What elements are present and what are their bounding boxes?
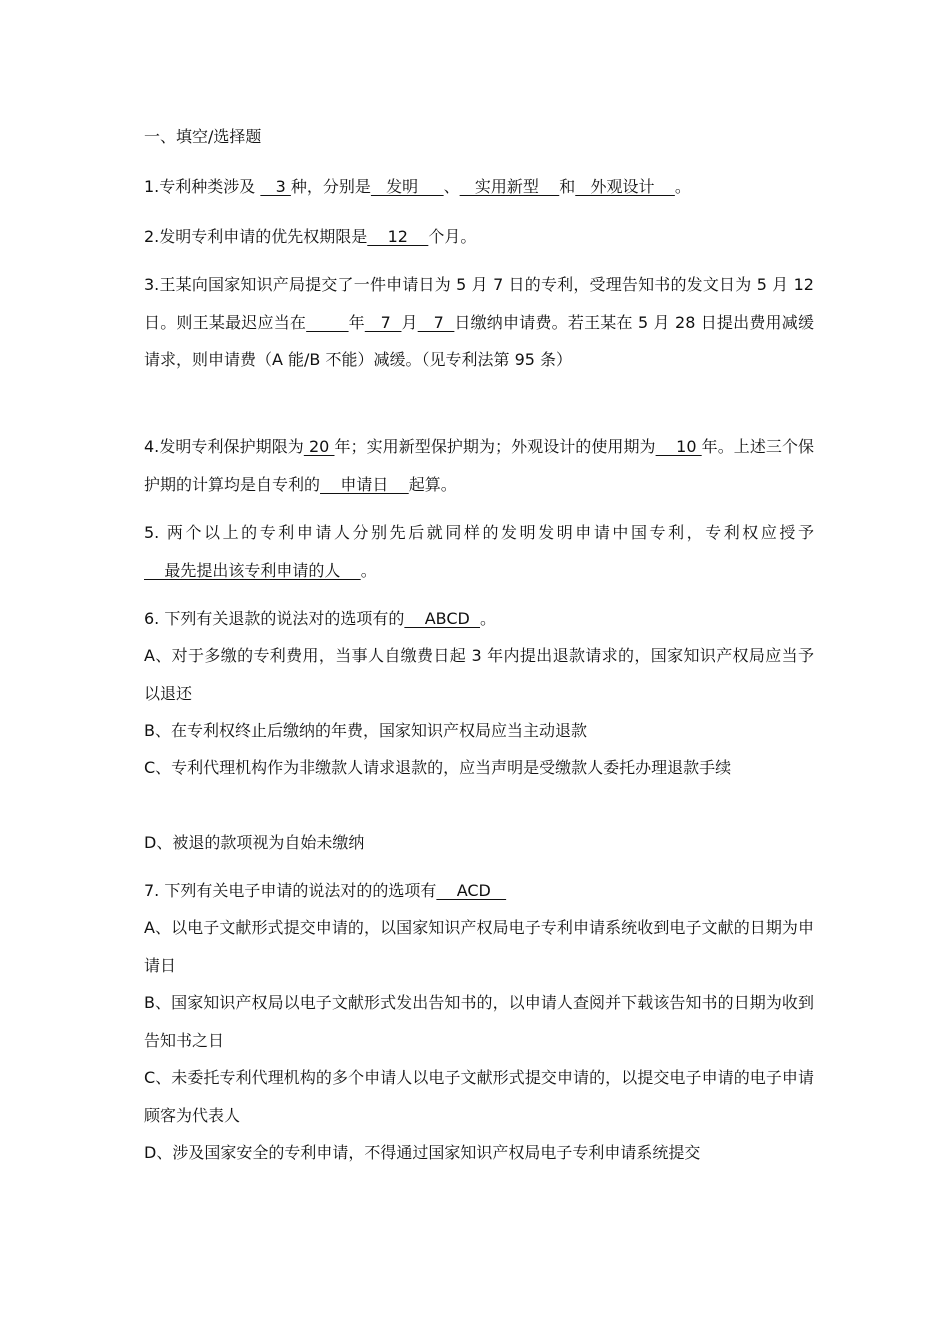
q7-text: 7. 下列有关电子申请的说法对的的选项有 — [144, 881, 437, 900]
q4-answer-1: 20 — [303, 437, 335, 456]
q6-option-c: C、专利代理机构作为非缴款人请求退款的，应当声明是受缴款人委托办理退款手续 — [144, 758, 732, 777]
question-1 — [144, 168, 814, 206]
q6-option-a: A、对于多缴的专利费用，当事人自缴费日起 3 年内提出退款请求的，国家知识产权局应当予以退还 — [144, 646, 814, 703]
question-3 — [144, 266, 814, 379]
section-title: 一、填空/选择题 — [144, 127, 262, 146]
q3-year: 年 — [348, 312, 365, 332]
question-2 — [144, 218, 814, 256]
q5-answer: 最先提出该专利申请的人 — [144, 560, 361, 580]
q6-option-d: D、被退的款项视为自始未缴纳 — [144, 833, 365, 852]
q2-text: 2.发明专利申请的优先权期限是 — [144, 227, 368, 246]
q3-month: 月 — [401, 312, 418, 332]
q7-option-d: D、涉及国家安全的专利申请，不得通过国家知识产权局电子专利申请系统提交 — [144, 1143, 701, 1162]
q3-blank-year — [306, 313, 348, 332]
question-7-stem — [144, 872, 814, 910]
q4-text: 4.发明专利保护期限为 — [144, 437, 304, 456]
q7-option-c: C、未委托专利代理机构的多个申请人以电子文献形式提交申请的，以提交电子申请的电子申请顾客为代表人 — [144, 1068, 814, 1125]
q2-answer: 12 — [367, 227, 429, 246]
q4-end: 起算。 — [408, 474, 457, 494]
q3-answer-day: 7 — [417, 312, 455, 332]
q6-option-b: B、在专利权终止后缴纳的年费，国家知识产权局应当主动退款 — [144, 721, 587, 740]
q1-answer-2: 实用新型 — [459, 177, 560, 196]
question-6-stem — [144, 600, 814, 638]
q1-end: 。 — [674, 177, 691, 196]
q4-answer-2: 10 — [655, 437, 702, 456]
q5-end: 。 — [360, 560, 377, 580]
q2-end: 个月。 — [428, 227, 477, 246]
q4-answer-3: 申请日 — [320, 474, 409, 494]
question-4 — [144, 428, 814, 503]
q1-separator: 、 — [443, 177, 460, 196]
q1-separator: 和 — [559, 177, 576, 196]
q7-answer: ACD — [436, 881, 507, 900]
q1-text: 1.专利种类涉及 — [144, 177, 261, 196]
q3-text: 3.王某向国家知识产局提交了一件申请日为 5 月 7 日的专利，受理告知书的发文日为 5 月 12 日。则王某最迟应当在 — [144, 275, 814, 332]
q5-text: 5. 两个以上的专利申请人分别先后就同样的发明发明申请中国专利，专利权应授予 — [144, 523, 814, 542]
q4-text: 年。上述三个保护期的计算均是自专利的 — [144, 437, 815, 494]
q6-answer: ABCD — [404, 609, 481, 628]
q1-answer-count: 3 — [260, 177, 291, 196]
q6-end: 。 — [480, 609, 497, 628]
question-5 — [144, 514, 814, 589]
q7-option-b: B、国家知识产权局以电子文献形式发出告知书的，以申请人查阅并下载该告知书的日期为收到告知书之日 — [144, 993, 814, 1050]
q1-text: 种，分别是 — [290, 177, 371, 196]
q1-answer-1: 发明 — [370, 177, 444, 196]
q7-option-a: A、以电子文献形式提交申请的，以国家知识产权局电子专利申请系统收到电子文献的日期为申请日 — [144, 918, 814, 975]
q1-answer-3: 外观设计 — [575, 177, 675, 196]
q6-text: 6. 下列有关退款的说法对的选项有的 — [144, 609, 405, 628]
q3-answer-month: 7 — [364, 312, 402, 332]
q3-text-end: 日缴纳申请费。若王某在 5 月 28 日提出费用减缓请求，则申请费（A 能/B 不能）减缓。（见专利法第 95 条） — [144, 312, 814, 369]
q4-text: 年；实用新型保护期为；外观设计的使用期为 — [334, 437, 656, 456]
